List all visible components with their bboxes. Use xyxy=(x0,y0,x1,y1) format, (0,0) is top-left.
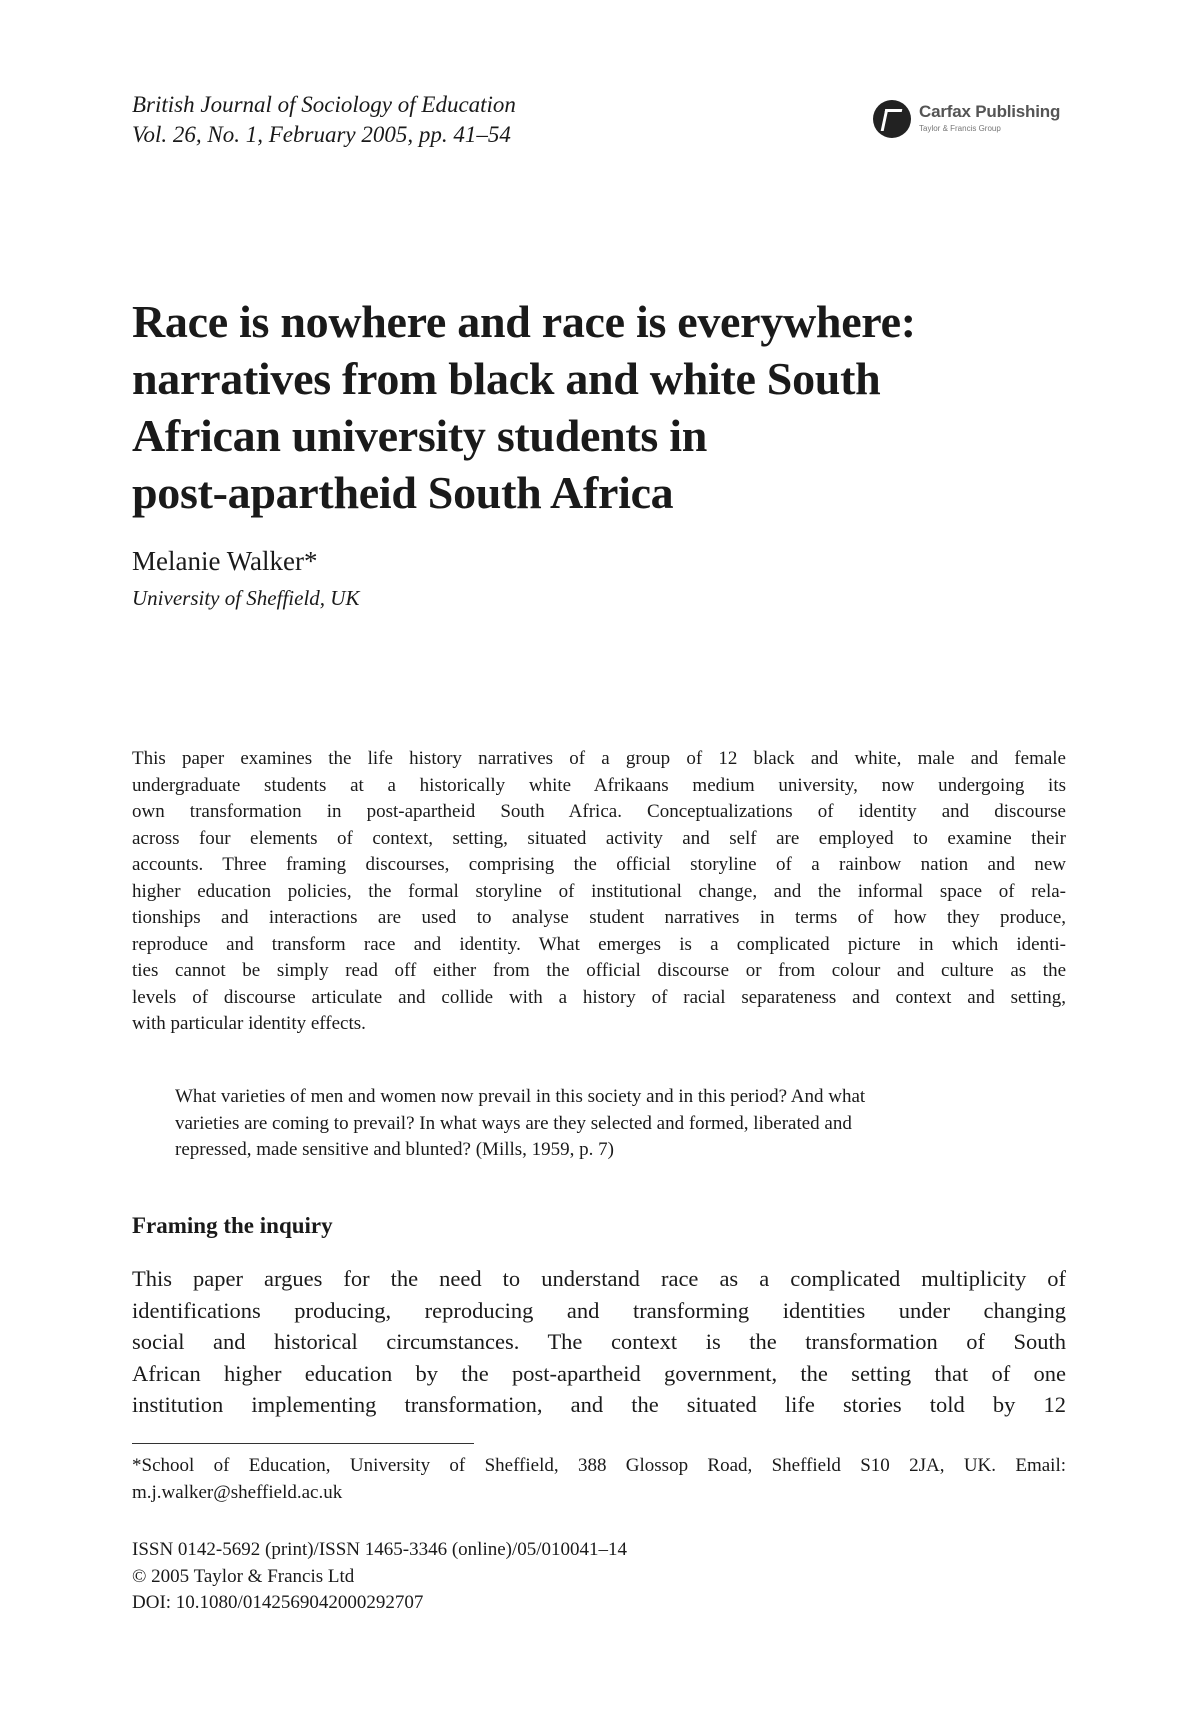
body-line: African higher education by the post-apartheid government, the setting that of one xyxy=(132,1360,1066,1386)
journal-header xyxy=(132,90,516,150)
doi-line: DOI: 10.1080/0142569042000292707 xyxy=(132,1592,424,1613)
abstract-line: ties cannot be simply read off either from the official discourse or from colour and culture as the xyxy=(132,960,1066,981)
abstract-line: accounts. Three framing discourses, comprising the official storyline of a rainbow nation and new xyxy=(132,854,1066,875)
abstract xyxy=(132,746,1066,1038)
abstract-line: higher education policies, the formal storyline of institutional change, and the informal space of rela- xyxy=(132,880,1066,902)
abstract-line: This paper examines the life history narratives of a group of 12 black and white, male and female xyxy=(132,748,1066,769)
abstract-line: levels of discourse articulate and collide with a history of racial separateness and context and setting, xyxy=(132,986,1066,1008)
body-line: This paper argues for the need to understand race as a complicated multiplicity of xyxy=(132,1266,1066,1291)
abstract-line: reproduce and transform race and identity. What emerges is a complicated picture in which identi- xyxy=(132,933,1066,955)
journal-name: British Journal of Sociology of Education xyxy=(132,92,516,117)
issn-line: ISSN 0142-5692 (print)/ISSN 1465-3346 (online)/05/010041–14 xyxy=(132,1539,628,1560)
publication-meta xyxy=(132,1537,627,1617)
title-line: post-apartheid South Africa xyxy=(132,467,674,518)
author-name: Melanie Walker* xyxy=(132,546,318,576)
epigraph-line: repressed, made sensitive and blunted? (Mills, 1959, p. 7) xyxy=(175,1139,615,1160)
body-line: institution implementing transformation, and the situated life stories told by 12 xyxy=(132,1392,1066,1417)
body-line: identifications producing, reproducing and transforming identities under changing xyxy=(132,1297,1066,1323)
footnote-line: *School of Education, University of Sheffield, 388 Glossop Road, Sheffield S10 2JA, UK. Email: xyxy=(132,1455,1066,1476)
author-affiliation: University of Sheffield, UK xyxy=(132,586,360,610)
publisher-logo xyxy=(873,98,1073,144)
copyright-line: © 2005 Taylor & Francis Ltd xyxy=(132,1565,355,1587)
epigraph-line: varieties are coming to prevail? In what ways are they selected and formed, liberated and xyxy=(175,1112,852,1134)
title-line: narratives from black and white South xyxy=(132,353,881,404)
abstract-line: tionships and interactions are used to analyse student narratives in terms of how they produce, xyxy=(132,907,1066,928)
carfax-logo-icon xyxy=(873,100,911,138)
section-heading: Framing the inquiry xyxy=(132,1213,333,1238)
abstract-line: with particular identity effects. xyxy=(132,1013,366,1034)
section-body xyxy=(132,1263,1066,1421)
footnote-email: m.j.walker@sheffield.ac.uk xyxy=(132,1481,343,1503)
epigraph-quote xyxy=(175,1084,1035,1164)
journal-issue: Vol. 26, No. 1, February 2005, pp. 41–54 xyxy=(132,122,511,147)
article-title xyxy=(132,293,1092,521)
body-line: social and historical circumstances. The context is the transformation of South xyxy=(132,1329,1066,1354)
publisher-logo-text: Carfax Publishing xyxy=(919,102,1061,121)
publisher-logo-subtext: Taylor & Francis Group xyxy=(919,124,1001,133)
abstract-line: across four elements of context, setting, situated activity and self are employed to examine their xyxy=(132,827,1066,849)
title-line: African university students in xyxy=(132,410,707,461)
footnote-divider xyxy=(132,1443,474,1444)
epigraph-line: What varieties of men and women now prevail in this society and in this period? And what xyxy=(175,1086,866,1107)
abstract-line: undergraduate students at a historically white Afrikaans medium university, now undergoing its xyxy=(132,774,1066,796)
footnote xyxy=(132,1453,1066,1506)
title-line: Race is nowhere and race is everywhere: xyxy=(132,296,916,347)
abstract-line: own transformation in post-apartheid South Africa. Conceptualizations of identity and discourse xyxy=(132,801,1066,822)
